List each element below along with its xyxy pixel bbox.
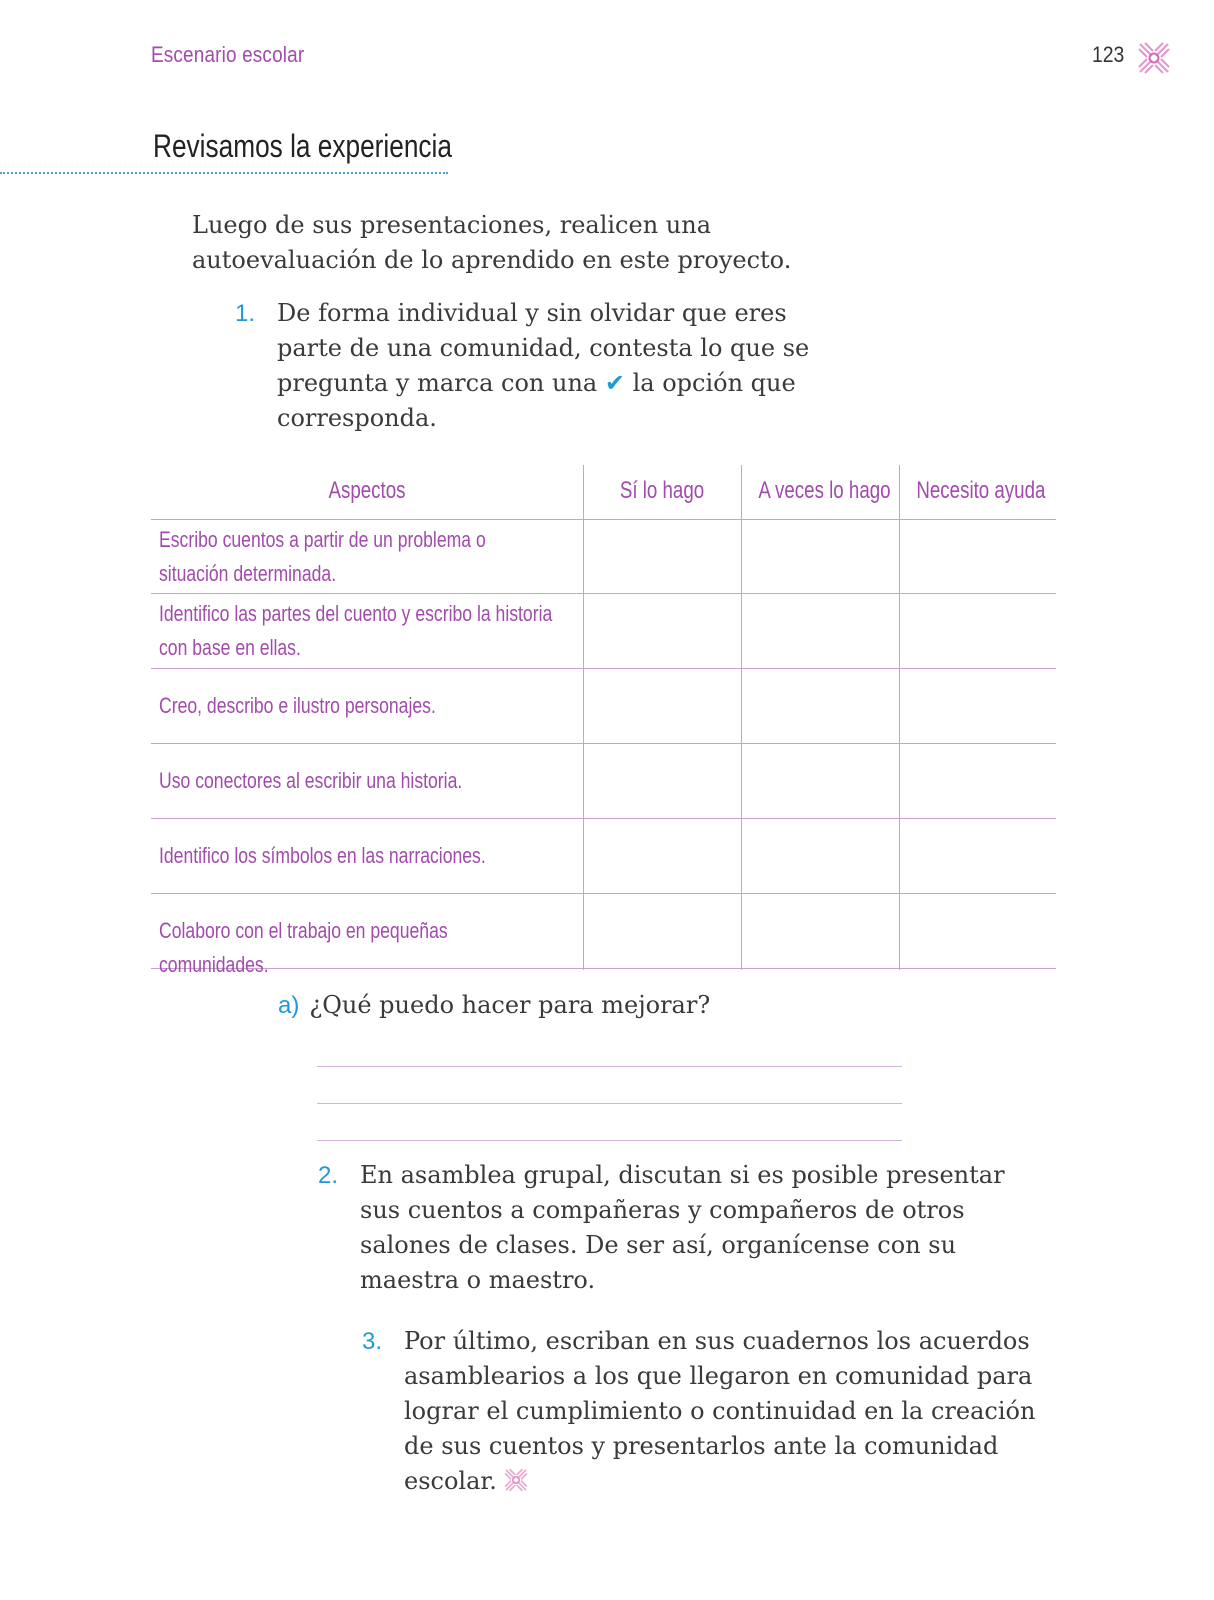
answer-cell[interactable] <box>901 820 1056 892</box>
table-divider <box>899 465 900 970</box>
table-rule <box>151 593 1056 594</box>
instruction-item-1 <box>235 296 855 446</box>
answer-cell[interactable] <box>585 895 740 967</box>
column-header-a-veces-lo-hago: A veces lo hago <box>758 477 891 504</box>
table-divider <box>741 465 742 970</box>
answer-cell[interactable] <box>901 521 1056 592</box>
table-rule <box>151 743 1056 744</box>
answer-cell[interactable] <box>743 745 898 817</box>
answer-cell[interactable] <box>585 670 740 742</box>
table-rule <box>151 893 1056 894</box>
column-header-si-lo-hago: Sí lo hago <box>619 477 705 504</box>
answer-cell[interactable] <box>901 895 1056 967</box>
table-rule <box>151 818 1056 819</box>
table-rule <box>151 519 1056 520</box>
check-icon: ✔ <box>604 369 625 397</box>
answer-cell[interactable] <box>901 595 1056 667</box>
answer-cell[interactable] <box>743 895 898 967</box>
table-row-aspect: Creo, describo e ilustro personajes. <box>159 693 436 718</box>
column-header-aspectos: Aspectos <box>328 477 406 504</box>
item-number: 3. <box>362 1328 383 1355</box>
item-text <box>277 296 837 436</box>
answer-writing-line[interactable] <box>317 1103 902 1104</box>
running-head: Escenario escolar <box>151 42 305 67</box>
answer-writing-line[interactable] <box>317 1140 902 1141</box>
answer-cell[interactable] <box>901 745 1056 817</box>
item-number: 2. <box>318 1162 339 1189</box>
item-text-body: Por último, escriban en sus cuadernos los acuerdos asamblearios a los que llegaron en comunidad para lograr el cumplimiento o continuidad en la creación de sus cuentos y presentarlos ante la comunidad escolar. <box>404 1327 1036 1495</box>
table-row-aspect: Identifico las partes del cuento y escribo la historia con base en ellas. <box>159 601 553 660</box>
page-number: 123 <box>1092 42 1125 67</box>
item-text-part: la opción que corresponda. <box>277 369 796 432</box>
table-row-aspect: Identifico los símbolos en las narraciones. <box>159 843 486 868</box>
page-ornament-icon <box>1136 40 1172 76</box>
sub-question-label: a) <box>278 992 300 1019</box>
end-ornament-icon <box>503 1467 529 1493</box>
table-divider <box>583 465 584 970</box>
answer-cell[interactable] <box>585 745 740 817</box>
item-text-part: De forma individual y sin olvidar que eres parte de una comunidad, contesta lo que se pregunta y marca con una <box>277 299 810 397</box>
table-row-aspect: Escribo cuentos a partir de un problema o situación determinada. <box>159 527 486 586</box>
table-row-aspect: Colaboro con el trabajo en pequeñas comunidades. <box>159 918 448 977</box>
item-text: En asamblea grupal, discutan si es posible presentar sus cuentos a compañeras y compañeros de otros salones de clases. De ser así, organícense con su maestra o maestro. <box>360 1161 1005 1294</box>
title-rule <box>0 172 448 174</box>
intro-paragraph: Luego de sus presentaciones, realicen una autoevaluación de lo aprendido en este proyecto. <box>192 211 792 274</box>
item-text <box>404 1324 1054 1499</box>
answer-writing-line[interactable] <box>317 1066 902 1067</box>
answer-cell[interactable] <box>585 820 740 892</box>
sub-question-text: ¿Qué puedo hacer para mejorar? <box>309 991 711 1019</box>
sub-question-a <box>278 988 710 1023</box>
table-rule <box>151 668 1056 669</box>
answer-cell[interactable] <box>743 595 898 667</box>
section-title: Revisamos la experiencia <box>153 128 452 164</box>
column-header-necesito-ayuda: Necesito ayuda <box>916 477 1046 504</box>
instruction-item-2 <box>318 1158 1018 1308</box>
answer-cell[interactable] <box>585 595 740 667</box>
answer-cell[interactable] <box>901 670 1056 742</box>
answer-cell[interactable] <box>743 521 898 592</box>
table-row-aspect: Uso conectores al escribir una historia. <box>159 768 463 793</box>
instruction-item-3 <box>362 1324 1062 1514</box>
answer-cell[interactable] <box>743 670 898 742</box>
answer-cell[interactable] <box>743 820 898 892</box>
item-number: 1. <box>235 300 256 327</box>
answer-cell[interactable] <box>585 521 740 592</box>
